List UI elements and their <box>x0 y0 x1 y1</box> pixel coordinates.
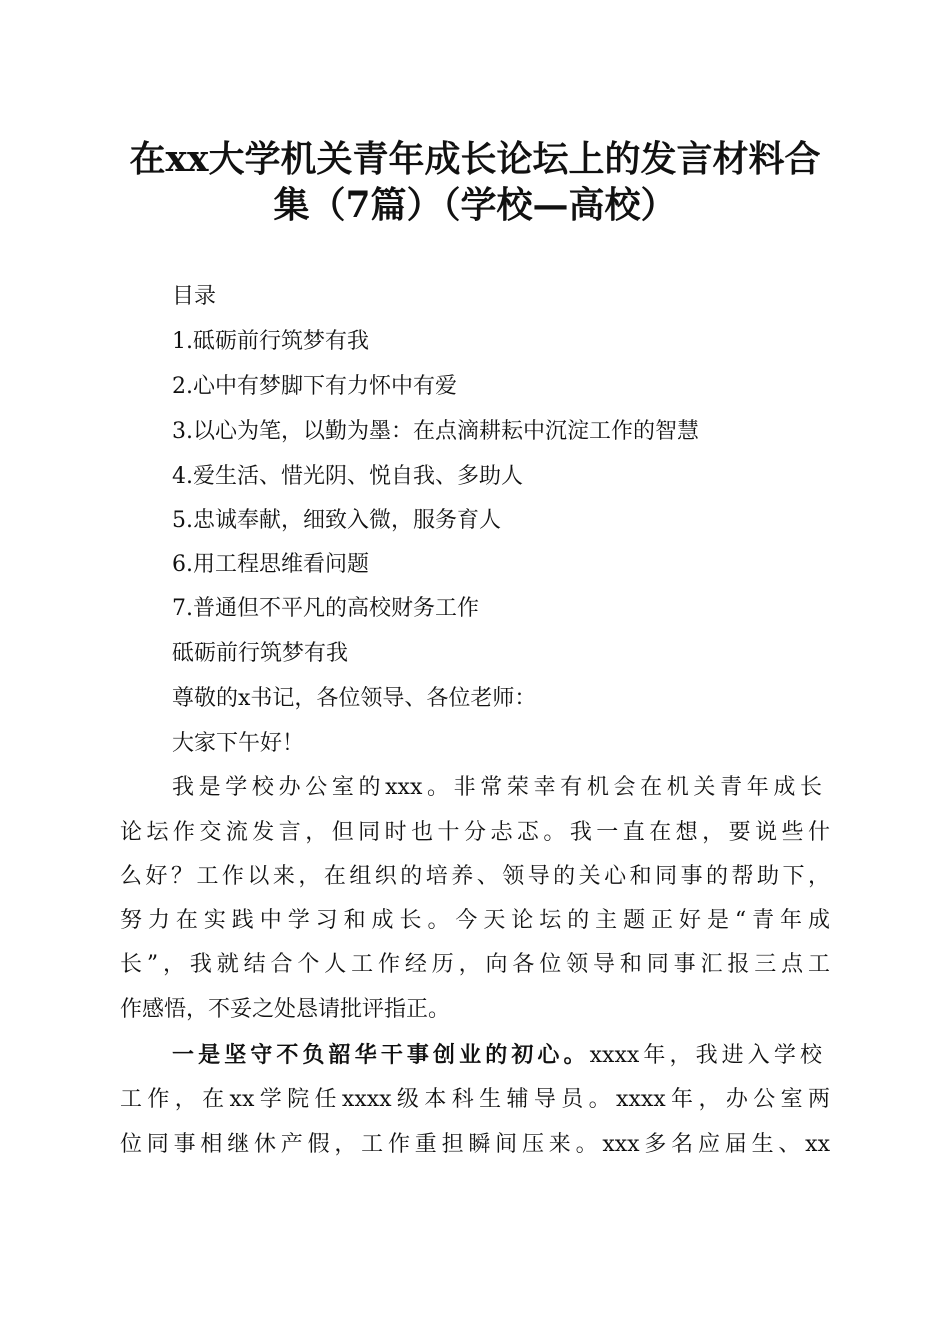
paragraph1-line-2: 论坛作交流发言，但同时也十分忐忑。我一直在想，要说些什 <box>120 820 830 845</box>
section-title: 砥砺前行筑梦有我 <box>172 641 349 666</box>
document-title <box>100 136 850 228</box>
toc-item-2: 2.心中有梦脚下有力怀中有爱 <box>172 374 457 399</box>
paragraph1-line-1: 我是学校办公室的xxx。非常荣幸有机会在机关青年成长 <box>172 775 822 800</box>
paragraph1-line-4: 努力在实践中学习和成长。今天论坛的主题正好是“青年成 <box>120 908 830 933</box>
paragraph2-lead: 一是坚守不负韶华干事创业的初心。 <box>172 1042 590 1068</box>
paragraph1-line-6: 作感悟，不妥之处恳请批评指正。 <box>120 997 451 1022</box>
paragraph2-line-1 <box>172 1040 822 1071</box>
paragraph2-line-3: 位同事相继休产假，工作重担瞬间压来。xxx多名应届生、xx <box>120 1132 830 1157</box>
paragraph1-line-3: 么好？工作以来，在组织的培养、领导的关心和同事的帮助下， <box>120 864 830 889</box>
paragraph2-first-rest: xxxx年，我进入学校 <box>589 1043 822 1068</box>
paragraph2-line-2: 工作，在xx学院任xxxx级本科生辅导员。xxxx年，办公室两 <box>120 1087 830 1112</box>
salutation: 尊敬的x书记，各位领导、各位老师： <box>172 686 537 711</box>
greeting: 大家下午好！ <box>172 731 305 756</box>
toc-item-3: 3.以心为笔，以勤为墨：在点滴耕耘中沉淀工作的智慧 <box>172 419 699 444</box>
title-line-2: 集（7篇）（学校—高校） <box>273 184 677 226</box>
toc-item-7: 7.普通但不平凡的高校财务工作 <box>172 596 479 621</box>
toc-item-1: 1.砥砺前行筑梦有我 <box>172 329 369 354</box>
toc-heading: 目录 <box>172 284 217 309</box>
toc-item-6: 6.用工程思维看问题 <box>172 552 369 577</box>
toc-item-5: 5.忠诚奉献，细致入微，服务育人 <box>172 508 501 533</box>
toc-item-4: 4.爱生活、惜光阴、悦自我、多助人 <box>172 464 523 489</box>
title-line-1: 在xx大学机关青年成长论坛上的发言材料合 <box>129 138 821 180</box>
paragraph1-line-5: 长”，我就结合个人工作经历，向各位领导和同事汇报三点工 <box>120 952 830 977</box>
